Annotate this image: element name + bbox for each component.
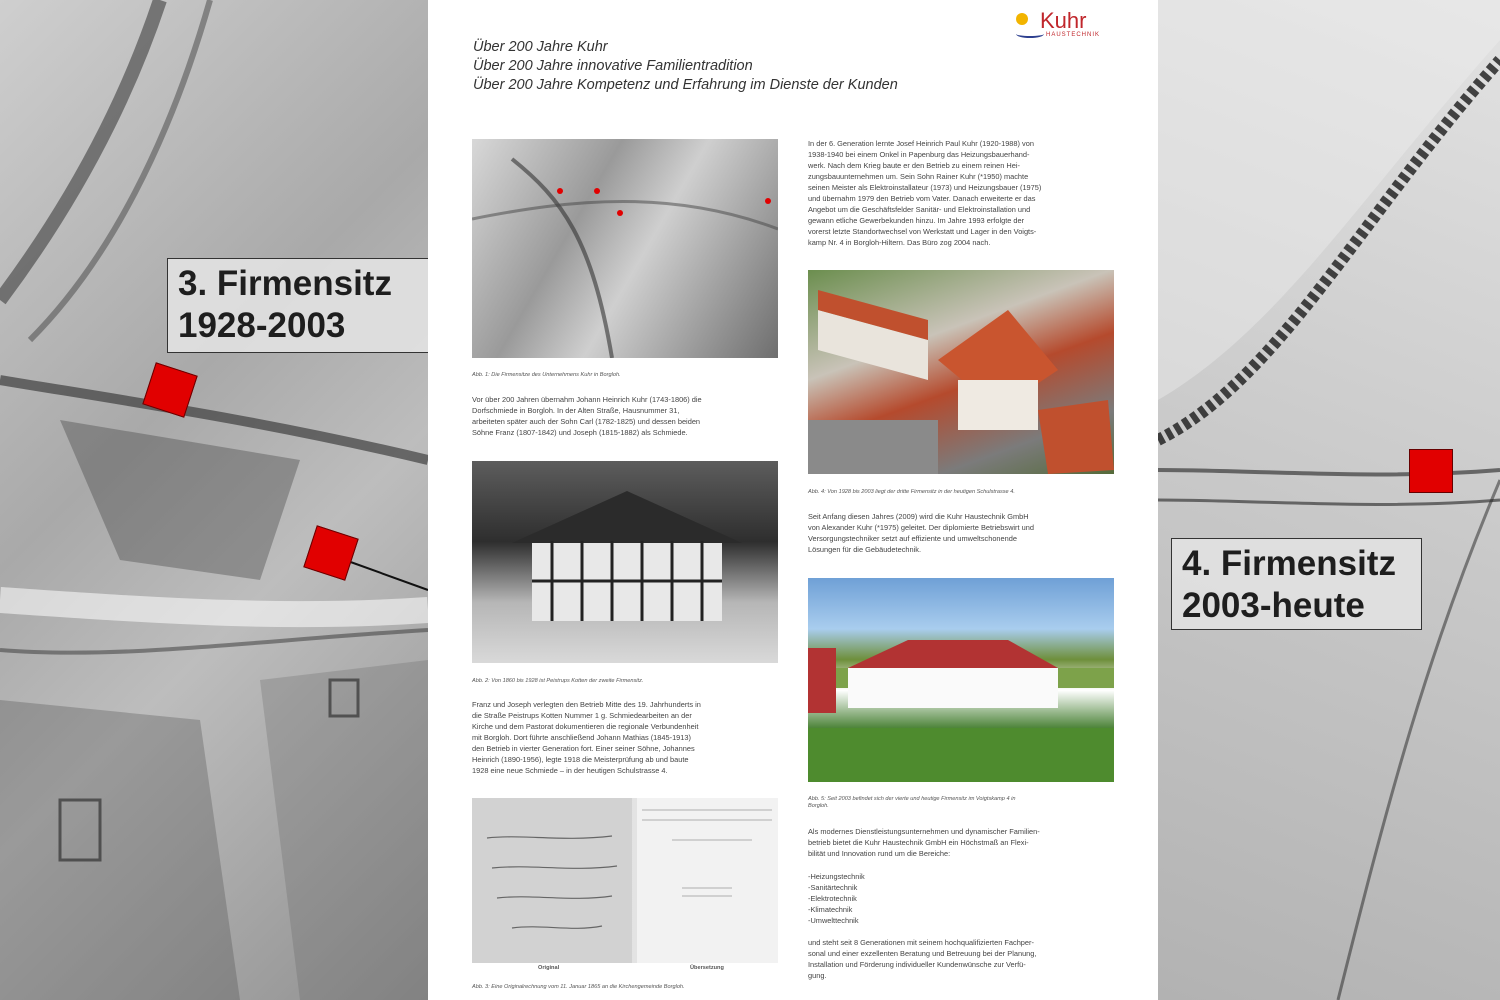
document-page — [428, 0, 1158, 1000]
paragraph-4 — [808, 511, 1128, 555]
logo-subtitle: HAUSTECHNIK — [1046, 32, 1101, 38]
paragraph-5-text: Als modernes Dienstleistungsunternehmen und dynamischer Familien- betrieb bietet die Kuhr Haustechnik GmbH ein Höchstmaß an Flexi- bilität und Innovation rund um die Bereiche: — [808, 827, 1040, 858]
photo-timber-house — [472, 461, 778, 663]
right-map-label-line1: 4. Firmensitz — [1182, 544, 1396, 583]
left-map-label — [167, 258, 429, 353]
headline-1: Über 200 Jahre Kuhr — [473, 39, 608, 55]
right-map-panel — [1158, 0, 1500, 1000]
paragraph-2-text: Franz und Joseph verlegten den Betrieb Mitte des 19. Jahrhunderts in die Straße Peistrups Kotten Nummer 1 g. Schmiedearbeiten an der Kirche und dem Pastorat dokumentieren die regionale Verbundenheit mit Borgloh. Dort führte anschließend Johann Mathias (1845-1913) den Betrieb in vierter Generation fort. Einer seiner Söhne, Johannes Heinrich (1890-1956), legte 1918 die Meisterprüfung ab und baute 1928 eine neue Schmiede – in der heutigen Schulstrasse 4. — [472, 700, 701, 775]
right-map-drawing — [1158, 0, 1500, 1000]
map-marker-current — [1409, 449, 1453, 493]
service-item-climate: -Klimatechnik — [808, 905, 853, 914]
service-item-sanitary: -Sanitärtechnik — [808, 883, 858, 892]
photo-aerial-schulstrasse — [808, 270, 1114, 474]
caption-5 — [808, 796, 1128, 810]
left-map-panel — [0, 0, 428, 1000]
paragraph-1 — [472, 394, 792, 438]
photo-historic-map — [472, 139, 778, 358]
service-item-heating: -Heizungstechnik — [808, 872, 865, 881]
paragraph-1-text: Vor über 200 Jahren übernahm Johann Heinrich Kuhr (1743-1806) die Dorfschmiede in Borgloh. In der Alten Straße, Hausnummer 31, arbeiteten später auch der Sohn Carl (1782-1825) und dessen beiden Söhne Franz (1807-1842) und Joseph (1815-1882) als Schmiede. — [472, 395, 702, 437]
headline-2: Über 200 Jahre innovative Familientradition — [473, 58, 753, 74]
caption-2: Abb. 2: Von 1860 bis 1928 ist Peistrups Kotten der zweite Firmensitz. — [472, 678, 644, 684]
label-translation: Übersetzung — [690, 965, 724, 971]
headlines — [473, 38, 1033, 95]
logo-word: Kuhr — [1040, 8, 1087, 33]
left-map-label-line2: 1928-2003 — [178, 306, 346, 345]
label-original: Original — [538, 965, 560, 971]
paragraph-6 — [808, 937, 1128, 981]
service-item-environment: -Umwelttechnik — [808, 916, 859, 925]
paragraph-6-text: und steht seit 8 Generationen mit seinem hochqualifizierten Fachper- sonal und einer exzellenten Beratung und Betreuung bei der Planung, Installation und Förderung individueller Kundenwünsche zur Verfü- gung. — [808, 938, 1037, 980]
right-map-label-line2: 2003-heute — [1182, 586, 1365, 625]
paragraph-4-text: Seit Anfang diesen Jahres (2009) wird die Kuhr Haustechnik GmbH von Alexander Kuhr (*1975) geleitet. Der diplomierte Betriebswirt und Versorgungstechniker setzt auf effiziente und umweltschonende Lösungen für die Gebäudetechnik. — [808, 512, 1034, 554]
service-item-electrical: -Elektrotechnik — [808, 894, 857, 903]
caption-3: Abb. 3: Eine Originalrechnung vom 11. Januar 1865 an die Kirchengemeinde Borgloh. — [472, 984, 685, 990]
right-map-label — [1171, 538, 1422, 630]
left-map-label-line1: 3. Firmensitz — [178, 264, 392, 303]
caption-1: Abb. 1: Die Firmensitze des Unternehmens Kuhr in Borgloh. — [472, 372, 621, 378]
caption-4: Abb. 4: Von 1928 bis 2003 liegt der dritte Firmensitz in der heutigen Schulstrasse 4. — [808, 489, 1015, 495]
sun-icon — [1016, 13, 1028, 25]
paragraph-3 — [808, 138, 1128, 248]
paragraph-5 — [808, 826, 1128, 859]
paragraph-2 — [472, 699, 792, 776]
paragraph-3-text: In der 6. Generation lernte Josef Heinrich Paul Kuhr (1920-1988) von 1938-1940 bei einem Onkel in Papenburg das Heizungsbauerhand- werk. Nach dem Krieg baute er den Betrieb zu einem reinen Hei- zungsbauunternehmen um. Sein Sohn Rainer Kuhr (*1950) machte seinen Meister als Elektroinstallateur (1973) und Heizungsbauer (1975) und übernahm 1979 den Betrieb vom Vater. Danach erweiterte er das Angebot um die Geschäftsfelder Sanitär- und Elektroinstallation und gewann etliche Gewerbekunden hinzu. Im Jahre 1993 erfolgte der vorerst letzte Standortwechsel von Werkstatt und Lager in den Voigts- kamp Nr. 4 in Borgloh-Hiltern. Das Büro zog 2004 nach. — [808, 139, 1042, 247]
services-list — [808, 871, 1008, 926]
left-map-drawing — [0, 0, 428, 1000]
headline-3: Über 200 Jahre Kompetenz und Erfahrung im Dienste der Kunden — [473, 77, 898, 93]
photo-voigtskamp — [808, 578, 1114, 782]
photo-original-invoice — [472, 798, 778, 963]
caption-5-text: Abb. 5: Seit 2003 befindet sich der vierte und heutige Firmensitz im Voigtskamp 4 in Borgloh. — [808, 796, 1016, 809]
